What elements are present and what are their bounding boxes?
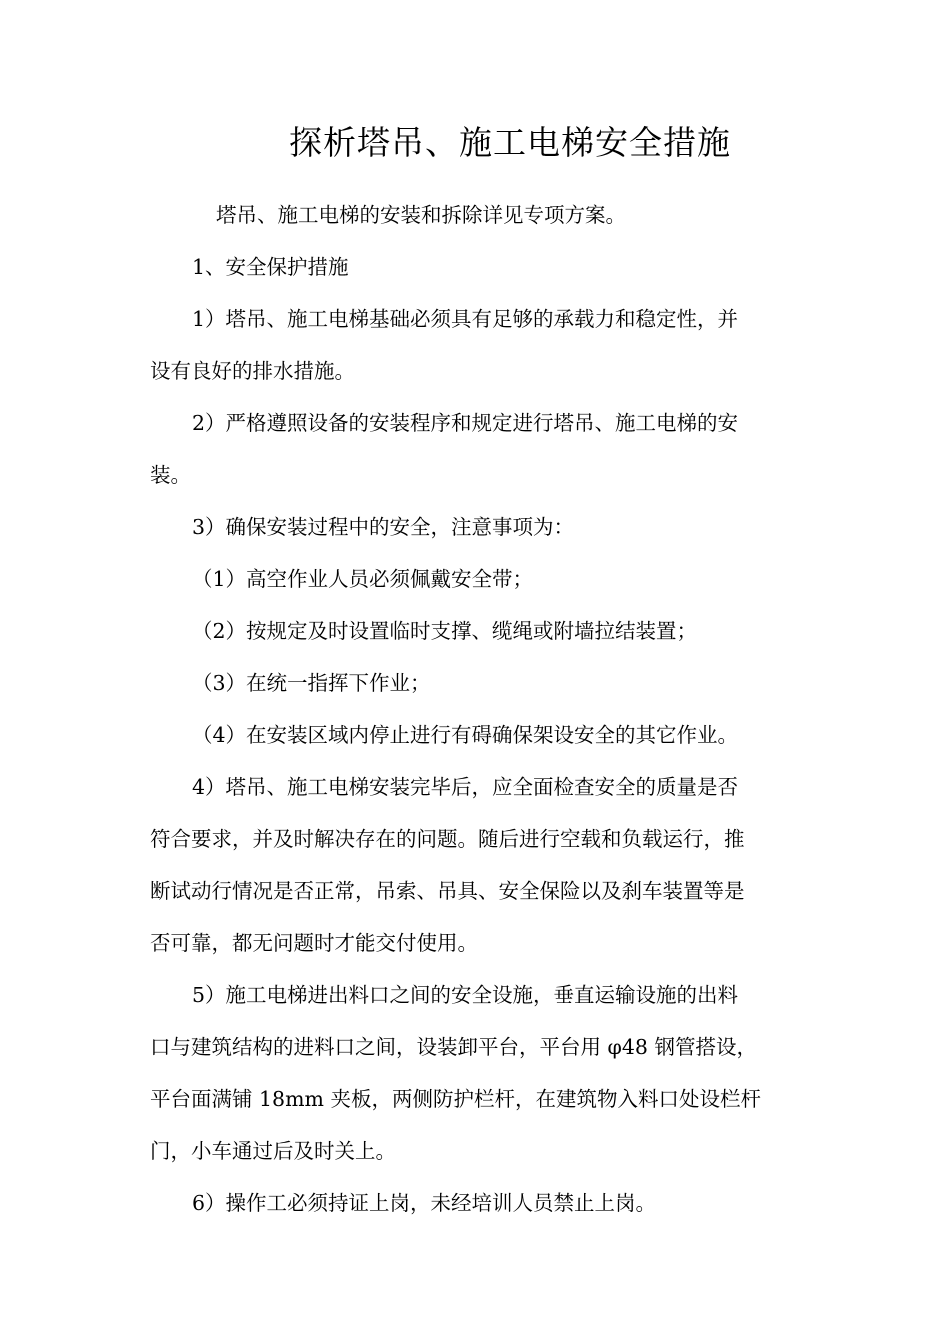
subitem-3: （3）在统一指挥下作业； bbox=[192, 671, 431, 695]
section-heading: 1、安全保护措施 bbox=[192, 255, 349, 279]
item-1-line-1: 1）塔吊、施工电梯基础必须具有足够的承载力和稳定性，并 bbox=[192, 307, 739, 331]
item-4-line-1: 4）塔吊、施工电梯安装完毕后，应全面检查安全的质量是否 bbox=[192, 775, 739, 799]
item-5-line-1: 5）施工电梯进出料口之间的安全设施，垂直运输设施的出料 bbox=[192, 983, 739, 1007]
subitem-4: （4）在安装区域内停止进行有碍确保架设安全的其它作业。 bbox=[192, 723, 739, 747]
item-5-line-2: 口与建筑结构的进料口之间，设装卸平台，平台用 φ48 钢管搭设， bbox=[150, 1035, 757, 1059]
item-2-line-1: 2）严格遵照设备的安装程序和规定进行塔吊、施工电梯的安 bbox=[192, 411, 739, 435]
item-1-line-2: 设有良好的排水措施。 bbox=[150, 359, 355, 383]
document-title: 探析塔吊、施工电梯安全措施 bbox=[289, 123, 731, 162]
item-5-line-3: 平台面满铺 18mm 夹板，两侧防护栏杆，在建筑物入料口处设栏杆 bbox=[150, 1087, 761, 1111]
item-4-line-3: 断试动行情况是否正常，吊索、吊具、安全保险以及刹车装置等是 bbox=[150, 879, 745, 903]
item-4-line-4: 否可靠，都无问题时才能交付使用。 bbox=[150, 931, 478, 955]
item-6: 6）操作工必须持证上岗，未经培训人员禁止上岗。 bbox=[192, 1191, 657, 1215]
item-4-line-2: 符合要求，并及时解决存在的问题。随后进行空载和负载运行，推 bbox=[150, 827, 745, 851]
item-2-line-2: 装。 bbox=[150, 463, 191, 487]
item-3: 3）确保安装过程中的安全，注意事项为： bbox=[192, 515, 575, 539]
intro-paragraph: 塔吊、施工电梯的安装和拆除详见专项方案。 bbox=[216, 203, 626, 227]
subitem-1: （1）高空作业人员必须佩戴安全带； bbox=[192, 567, 534, 591]
item-5-line-4: 门，小车通过后及时关上。 bbox=[150, 1139, 396, 1163]
document-body bbox=[150, 189, 800, 1229]
subitem-2: （2）按规定及时设置临时支撑、缆绳或附墙拉结装置； bbox=[192, 619, 698, 643]
